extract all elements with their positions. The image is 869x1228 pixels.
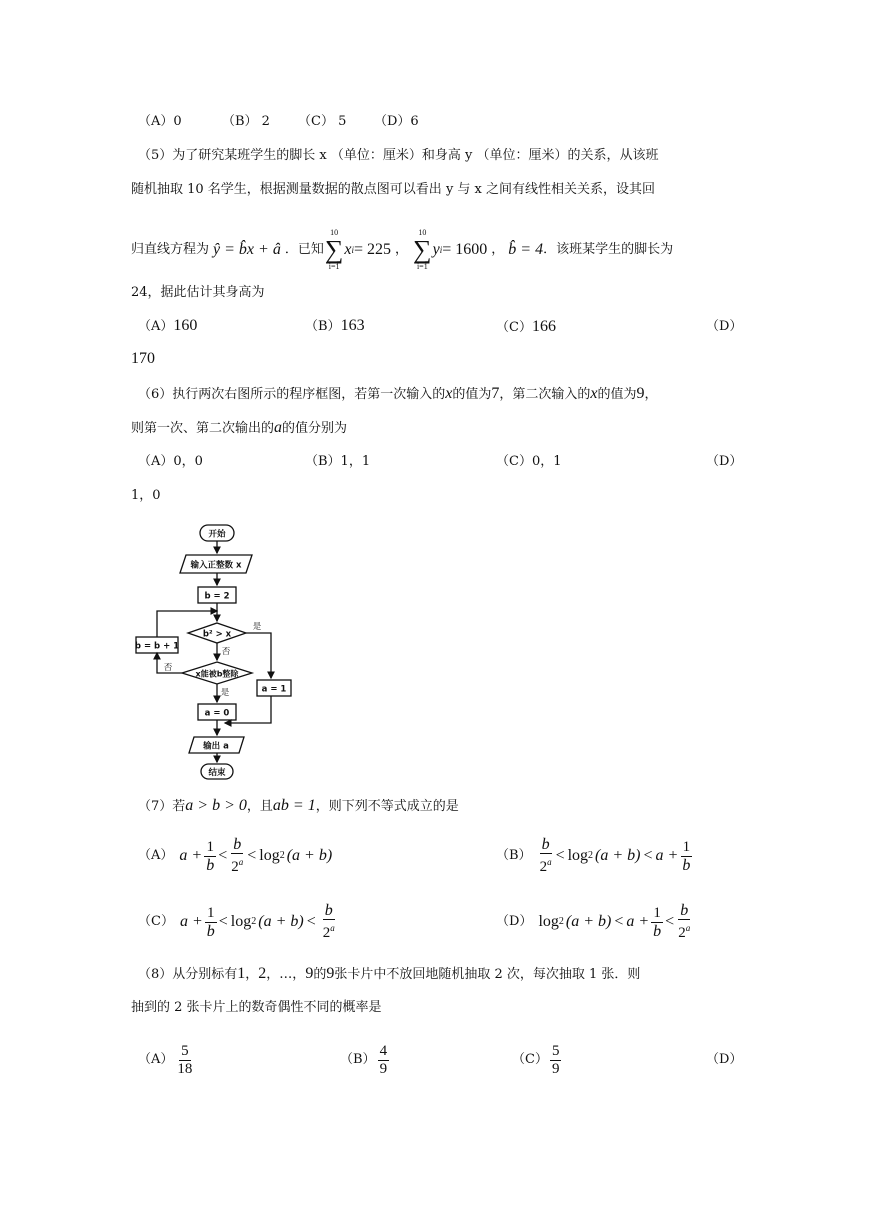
flowchart-a0-label: a = 0	[204, 708, 230, 719]
q7-option-c: （C） a + $\frac{1}{b}$ < log 2 (a + b) < $\frac{b}{2^a}$	[138, 902, 335, 941]
flowchart-no1-label: 否	[221, 647, 231, 657]
q6-option-b: （B）1，1	[305, 454, 371, 469]
q6-option-d-label: （D）	[706, 454, 743, 469]
q8-option-c: （C） $\frac{5}{9}$	[512, 1042, 560, 1077]
q5-line1: （5）为了研究某班学生的脚长 x （单位：厘米）和身高 y （单位：厘米）的关系，从该班	[138, 148, 659, 163]
q6-option-d-value: 1，0	[131, 488, 161, 503]
q7-option-d: （D） log 2 (a + b) < a + $\frac{1}{b}$ < $\frac{b}{2^a}$	[496, 902, 691, 941]
q5-sum2-value: = 1600	[442, 241, 488, 258]
flowchart-init-label: b = 2	[204, 591, 230, 602]
q5-option-a: （A）160	[138, 317, 198, 334]
q6-option-c: （C）0，1	[496, 454, 562, 469]
flowchart-yes1-label: 是	[252, 622, 262, 632]
q5-option-d-value: 170	[131, 350, 155, 367]
q5-line3: 归直线方程为 ŷ = b̂x + â ．已知 10 ∑ i=1 x i = 225 ， 10 ∑ i=1 y i = 1600 ， b̂ = 4 ．该班某学生的脚长为	[131, 228, 674, 271]
flowchart-input-label: 输入正整数 x	[190, 560, 242, 571]
q6-option-a: （A）0，0	[138, 454, 203, 469]
q7-option-b: （B） $\frac{b}{2^a}$ < log 2 (a + b) < a + $\frac{1}{b}$	[496, 836, 691, 875]
q5-sum2-symbol: 10 ∑ i=1	[413, 228, 432, 271]
sum-upper-limit: 10	[330, 228, 339, 237]
q5-option-b: （B）163	[305, 317, 365, 334]
q8-option-d-label: （D）	[706, 1052, 743, 1067]
q5-sum1-subscript: i	[351, 245, 354, 255]
q5-line3-suffix: ．该班某学生的脚长为	[543, 242, 674, 257]
q8-line1: （8）从分别标有1，2，…，9的9张卡片中不放回地随机抽取 2 次，每次抽取 1 张．则	[138, 965, 641, 982]
q5-slope: b̂ = 4	[508, 241, 544, 258]
sum-lower-limit: i=1	[328, 262, 340, 271]
q5-sum2-term: y	[432, 241, 440, 258]
q4-option-b: （B） 2	[222, 114, 270, 129]
q5-sum1-symbol: 10 ∑ i=1	[324, 228, 344, 271]
flowchart-yes2-label: 是	[220, 688, 230, 698]
q5-sum2-subscript: i	[439, 245, 443, 255]
q5-sum1-term: x	[344, 241, 352, 258]
q8-line2: 抽到的 2 张卡片上的数奇偶性不同的概率是	[131, 1000, 382, 1015]
q6-line1: （6）执行两次右图所示的程序框图，若第一次输入的x的值为7，第二次输入的x的值为9，	[138, 385, 658, 402]
q4-option-d: （D）6	[374, 114, 419, 129]
q8-option-a: （A） $\frac{5}{18}$	[138, 1042, 193, 1077]
q4-option-c: （C） 5	[298, 114, 347, 129]
flowchart-a1-label: a = 1	[261, 684, 287, 695]
q5-sum1-value: = 225	[354, 241, 392, 258]
q5-regression-equation: ŷ = b̂x + â	[213, 241, 281, 258]
q4-option-a: （A）0	[138, 114, 182, 129]
q7-option-a: （A） a + $\frac{1}{b}$ < $\frac{b}{2^a}$ < log 2 (a + b)	[138, 836, 333, 875]
flowchart-condition2-label: x能被b整除	[195, 669, 239, 679]
q6-line2: 则第一次、第二次输出的a的值分别为	[131, 419, 348, 436]
flowchart-end-label: 结束	[208, 768, 226, 778]
sum-lower-limit: i=1	[416, 262, 428, 271]
flowchart-increment-label: b = b + 1	[134, 641, 180, 652]
q5-option-d-label: （D）	[706, 319, 743, 334]
q8-option-b: （B） $\frac{4}{9}$	[340, 1042, 388, 1077]
flowchart-start-label: 开始	[208, 529, 226, 540]
flowchart-no2-label: 否	[163, 663, 173, 673]
q7-line1: （7）若a > b > 0，且ab = 1，则下列不等式成立的是	[138, 797, 459, 814]
flowchart-condition1-label: b² > x	[202, 629, 232, 640]
sum-upper-limit: 10	[418, 228, 427, 237]
q5-line2: 随机抽取 10 名学生，根据测量数据的散点图可以看出 y 与 x 之间有线性相关关系，设其回	[131, 182, 656, 197]
q5-line3-prefix: 归直线方程为	[131, 242, 210, 257]
q5-line4: 24，据此估计其身高为	[131, 285, 265, 300]
flowchart-output-label: 输出 a	[203, 741, 229, 752]
q5-line3-mid: ．已知	[284, 242, 324, 257]
program-flowchart	[128, 520, 303, 782]
q5-option-c: （C）166	[496, 318, 556, 335]
